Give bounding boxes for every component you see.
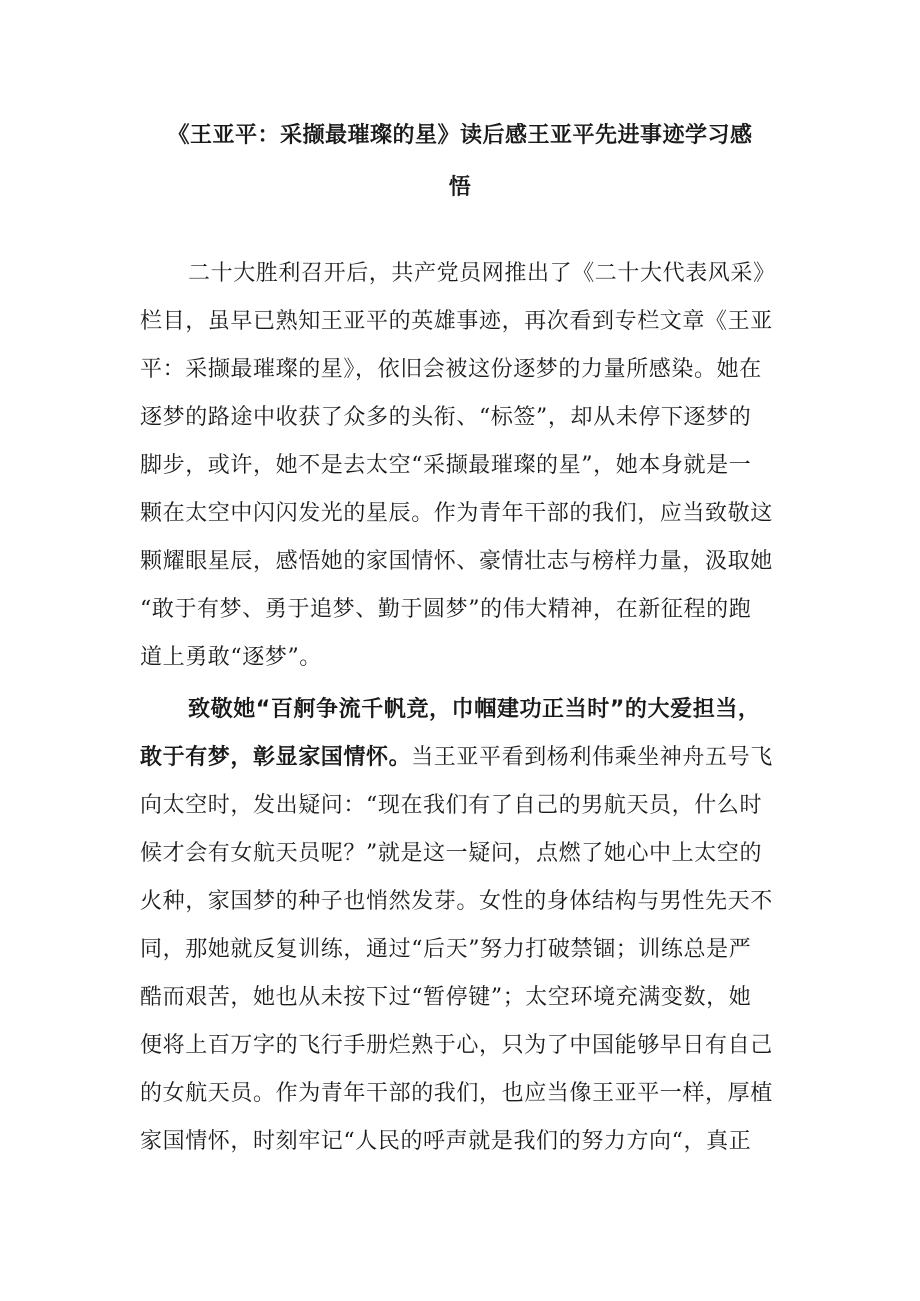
paragraph-line: 便将上百万字的飞行手册烂熟于心，只为了中国能够早日有自己	[140, 1033, 773, 1058]
paragraph-line: 同，那她就反复训练，通过“后天”努力打破禁锢；训练总是严	[140, 937, 752, 962]
paragraph-2	[140, 686, 780, 1166]
document-title-line-1: 《王亚平：采撷最璀璨的星》读后感王亚平先进事迹学习感	[167, 123, 753, 148]
document-title-line-2: 悟	[448, 175, 472, 200]
paragraph-line: 逐梦的路途中收获了众多的头衔、“标签”，却从未停下逐梦的	[140, 405, 752, 430]
paragraph-line: 颗耀眼星辰，感悟她的家国情怀、豪情壮志与榜样力量，汲取她	[140, 549, 773, 574]
paragraph-line: 栏目，虽早已熟知王亚平的英雄事迹，再次看到专栏文章《王亚	[140, 309, 773, 334]
paragraph-line: 酷而艰苦，她也从未按下过“暂停键”；太空环境充满变数，她	[140, 985, 752, 1010]
section-heading-lead: 敢于有梦，彰显家国情怀。	[140, 745, 412, 770]
paragraph-line: 火种，家国梦的种子也悄然发芽。女性的身体结构与男性先天不	[140, 889, 773, 914]
section-heading-line-2	[140, 734, 780, 782]
paragraph-line: 平：采撷最璀璨的星》，依旧会被这份逐梦的力量所感染。她在	[140, 357, 762, 382]
paragraph-line: “敢于有梦、勇于追梦、勤于圆梦”的伟大精神，在新征程的跑	[140, 597, 752, 622]
section-heading-line-1: 致敬她“百舸争流千帆竞，巾帼建功正当时”的大爱担当，	[188, 697, 761, 722]
paragraph-line: 向太空时，发出疑问：“现在我们有了自己的男航天员，什么时	[140, 793, 763, 818]
paragraph-line-rest: 当王亚平看到杨利伟乘坐神舟五号飞	[411, 745, 773, 770]
paragraph-line: 的女航天员。作为青年干部的我们，也应当像王亚平一样，厚植	[140, 1081, 773, 1106]
paragraph-line: 候才会有女航天员呢？”就是这一疑问，点燃了她心中上太空的	[140, 841, 763, 866]
paragraph-line: 家国情怀，时刻牢记“人民的呼声就是我们的努力方向“，真正	[140, 1129, 752, 1154]
paragraph-line: 二十大胜利召开后，共产党员网推出了《二十大代表风采》	[188, 261, 776, 286]
paragraph-line: 脚步，或许，她不是去太空“采撷最璀璨的星”，她本身就是一	[140, 453, 752, 478]
paragraph-line: 颗在太空中闪闪发光的星辰。作为青年干部的我们，应当致敬这	[140, 501, 773, 526]
paragraph-1	[140, 250, 780, 682]
paragraph-line: 道上勇敢“逐梦”。	[140, 645, 322, 670]
